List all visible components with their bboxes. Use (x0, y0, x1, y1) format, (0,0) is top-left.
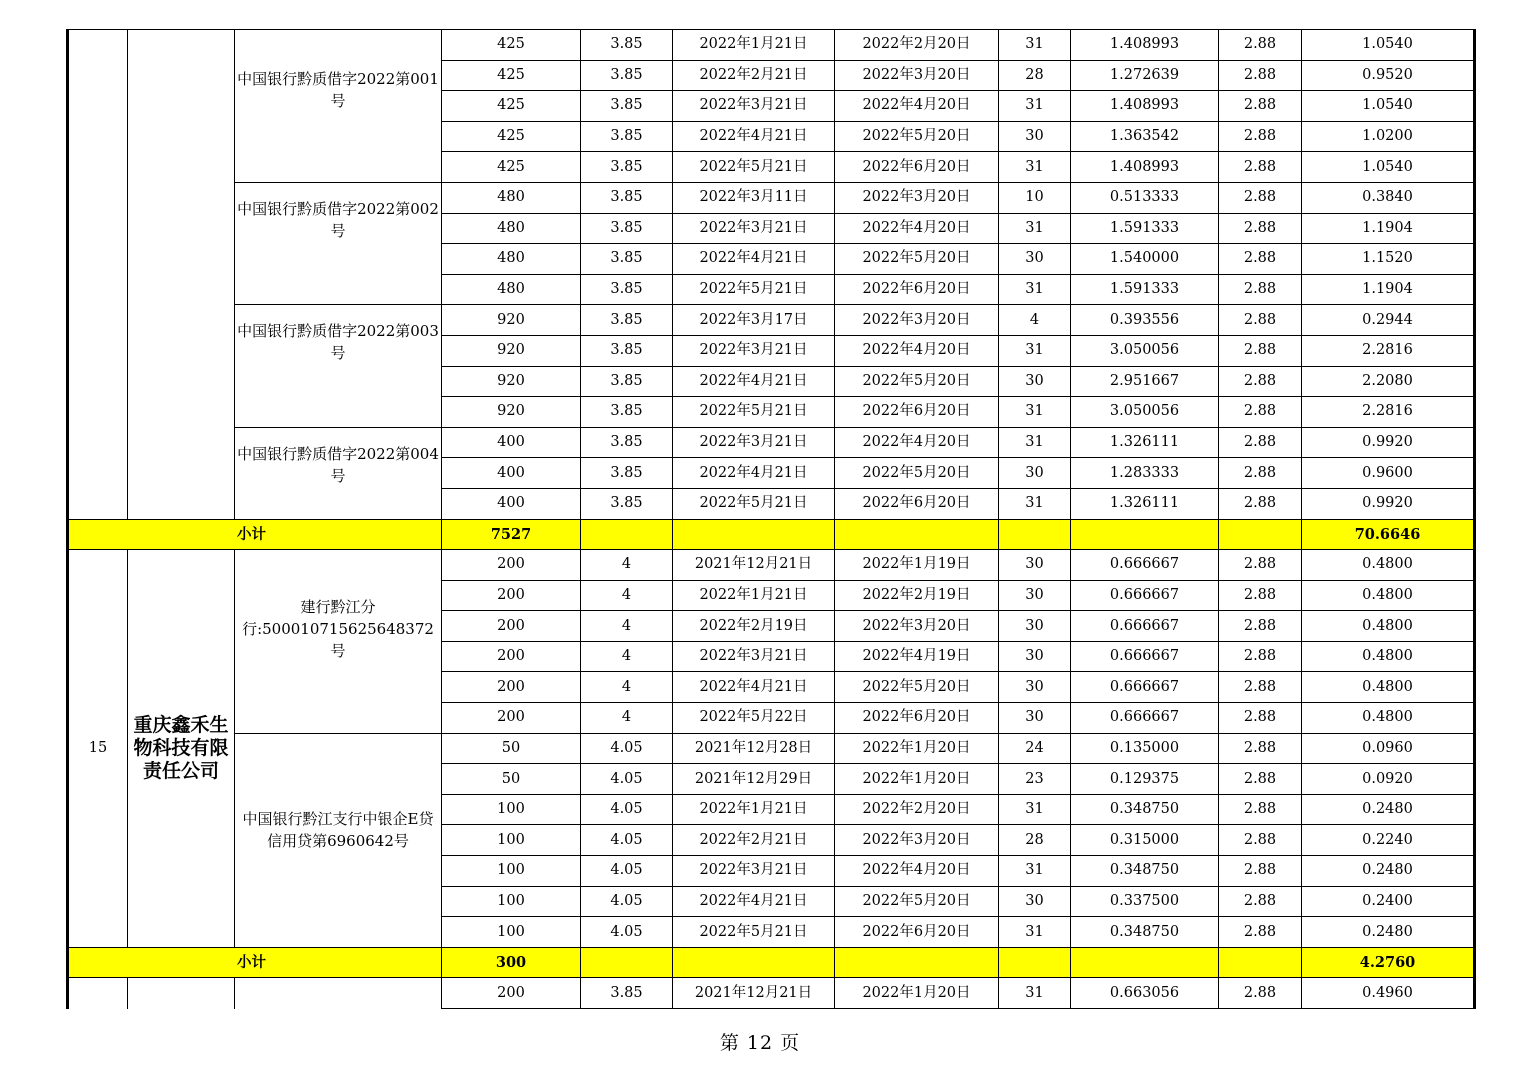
interest-rate-cell: 3.85 (581, 366, 673, 397)
start-date-cell: 2022年3月21日 (673, 91, 835, 122)
days-cell: 31 (999, 30, 1071, 61)
interest-cell: 1.326111 (1071, 488, 1219, 519)
subsidy-cell: 0.2480 (1302, 917, 1475, 948)
subsidy-rate-cell: 2.88 (1219, 611, 1302, 642)
start-date-cell: 2022年3月17日 (673, 305, 835, 336)
start-date-cell: 2022年5月21日 (673, 152, 835, 183)
loan-amount-cell: 920 (442, 366, 581, 397)
index-cell: 15 (68, 550, 128, 948)
loan-amount-cell: 920 (442, 335, 581, 366)
days-cell: 30 (999, 641, 1071, 672)
interest-rate-cell: 4 (581, 641, 673, 672)
subsidy-rate-cell: 2.88 (1219, 182, 1302, 213)
subsidy-cell: 0.2944 (1302, 305, 1475, 336)
days-cell: 28 (999, 825, 1071, 856)
loan-amount-cell: 480 (442, 213, 581, 244)
interest-cell: 1.591333 (1071, 213, 1219, 244)
end-date-cell: 2022年5月20日 (835, 244, 999, 275)
subsidy-rate-cell: 2.88 (1219, 397, 1302, 428)
loan-amount-cell: 50 (442, 764, 581, 795)
subsidy-rate-cell: 2.88 (1219, 152, 1302, 183)
end-date-cell: 2022年6月20日 (835, 152, 999, 183)
end-date-cell: 2022年1月20日 (835, 764, 999, 795)
interest-rate-cell: 4 (581, 703, 673, 734)
subsidy-rate-cell: 2.88 (1219, 60, 1302, 91)
end-date-cell: 2022年1月20日 (835, 733, 999, 764)
days-cell: 30 (999, 886, 1071, 917)
interest-rate-cell: 3.85 (581, 427, 673, 458)
loan-amount-cell: 200 (442, 641, 581, 672)
end-date-cell: 2022年4月20日 (835, 856, 999, 887)
loan-amount-cell: 425 (442, 152, 581, 183)
loan-amount-cell: 425 (442, 121, 581, 152)
subsidy-rate-cell: 2.88 (1219, 672, 1302, 703)
interest-rate-cell: 4.05 (581, 825, 673, 856)
interest-rate-cell: 3.85 (581, 978, 673, 1009)
subtotal-amount: 7527 (442, 519, 581, 550)
start-date-cell: 2022年1月21日 (673, 30, 835, 61)
subsidy-cell: 0.9920 (1302, 488, 1475, 519)
subsidy-cell: 2.2816 (1302, 397, 1475, 428)
days-cell: 31 (999, 397, 1071, 428)
start-date-cell: 2021年12月29日 (673, 764, 835, 795)
end-date-cell: 2022年4月20日 (835, 91, 999, 122)
start-date-cell: 2022年1月21日 (673, 580, 835, 611)
empty-cell (1071, 947, 1219, 978)
end-date-cell: 2022年2月20日 (835, 794, 999, 825)
days-cell: 30 (999, 121, 1071, 152)
start-date-cell: 2022年4月21日 (673, 672, 835, 703)
interest-subsidy-table (66, 29, 1476, 1009)
interest-rate-cell: 3.85 (581, 213, 673, 244)
subsidy-rate-cell: 2.88 (1219, 121, 1302, 152)
subsidy-cell: 0.2480 (1302, 856, 1475, 887)
subsidy-rate-cell: 2.88 (1219, 580, 1302, 611)
end-date-cell: 2022年3月20日 (835, 825, 999, 856)
subsidy-cell: 0.4800 (1302, 580, 1475, 611)
subsidy-rate-cell: 2.88 (1219, 213, 1302, 244)
end-date-cell: 2022年5月20日 (835, 672, 999, 703)
loan-contract-cell: 中国银行黔江支行中银企E贷信用贷第6960642号 (235, 733, 442, 947)
subsidy-cell: 0.4960 (1302, 978, 1475, 1009)
subsidy-rate-cell: 2.88 (1219, 794, 1302, 825)
end-date-cell: 2022年5月20日 (835, 458, 999, 489)
company-cell (128, 30, 235, 520)
empty-cell (581, 947, 673, 978)
interest-cell: 0.393556 (1071, 305, 1219, 336)
subsidy-rate-cell: 2.88 (1219, 366, 1302, 397)
interest-rate-cell: 3.85 (581, 305, 673, 336)
end-date-cell: 2022年4月20日 (835, 213, 999, 244)
start-date-cell: 2022年1月21日 (673, 794, 835, 825)
subsidy-cell: 1.1904 (1302, 274, 1475, 305)
interest-cell: 0.666667 (1071, 703, 1219, 734)
end-date-cell: 2022年2月19日 (835, 580, 999, 611)
interest-cell: 3.050056 (1071, 335, 1219, 366)
days-cell: 31 (999, 856, 1071, 887)
subsidy-rate-cell: 2.88 (1219, 91, 1302, 122)
subsidy-rate-cell: 2.88 (1219, 917, 1302, 948)
subsidy-cell: 2.2816 (1302, 335, 1475, 366)
subsidy-rate-cell: 2.88 (1219, 244, 1302, 275)
subsidy-cell: 0.9600 (1302, 458, 1475, 489)
subsidy-cell: 0.9520 (1302, 60, 1475, 91)
days-cell: 31 (999, 794, 1071, 825)
page-number: 第 12 页 (719, 1032, 801, 1054)
interest-cell: 0.513333 (1071, 182, 1219, 213)
interest-cell: 0.337500 (1071, 886, 1219, 917)
days-cell: 4 (999, 305, 1071, 336)
interest-rate-cell: 4.05 (581, 917, 673, 948)
loan-amount-cell: 100 (442, 886, 581, 917)
end-date-cell: 2022年6月20日 (835, 397, 999, 428)
subtotal-row (68, 519, 1475, 550)
interest-rate-cell: 3.85 (581, 30, 673, 61)
loan-amount-cell: 920 (442, 305, 581, 336)
interest-rate-cell: 3.85 (581, 121, 673, 152)
loan-amount-cell: 100 (442, 917, 581, 948)
start-date-cell: 2022年5月21日 (673, 397, 835, 428)
loan-amount-cell: 200 (442, 580, 581, 611)
subsidy-rate-cell: 2.88 (1219, 825, 1302, 856)
start-date-cell: 2021年12月21日 (673, 550, 835, 581)
end-date-cell: 2022年3月20日 (835, 182, 999, 213)
start-date-cell: 2022年5月22日 (673, 703, 835, 734)
start-date-cell: 2022年5月21日 (673, 274, 835, 305)
interest-cell: 0.348750 (1071, 856, 1219, 887)
interest-cell: 0.315000 (1071, 825, 1219, 856)
interest-cell: 1.408993 (1071, 30, 1219, 61)
start-date-cell: 2022年2月21日 (673, 60, 835, 91)
end-date-cell: 2022年5月20日 (835, 366, 999, 397)
subsidy-cell: 0.4800 (1302, 611, 1475, 642)
interest-rate-cell: 3.85 (581, 244, 673, 275)
company-name-cell: 重庆鑫禾生物科技有限责任公司 (128, 550, 235, 948)
end-date-cell: 2022年2月20日 (835, 30, 999, 61)
interest-rate-cell: 3.85 (581, 397, 673, 428)
subsidy-rate-cell: 2.88 (1219, 641, 1302, 672)
end-date-cell: 2022年3月20日 (835, 611, 999, 642)
days-cell: 30 (999, 672, 1071, 703)
start-date-cell: 2022年4月21日 (673, 121, 835, 152)
start-date-cell: 2022年4月21日 (673, 458, 835, 489)
loan-amount-cell: 480 (442, 182, 581, 213)
interest-cell: 0.135000 (1071, 733, 1219, 764)
subsidy-cell: 0.0960 (1302, 733, 1475, 764)
days-cell: 10 (999, 182, 1071, 213)
interest-cell: 1.540000 (1071, 244, 1219, 275)
interest-cell: 0.666667 (1071, 611, 1219, 642)
end-date-cell: 2022年4月20日 (835, 427, 999, 458)
start-date-cell: 2022年3月21日 (673, 335, 835, 366)
subtotal-label: 小计 (68, 947, 442, 978)
loan-amount-cell: 400 (442, 427, 581, 458)
days-cell: 31 (999, 91, 1071, 122)
subsidy-rate-cell: 2.88 (1219, 427, 1302, 458)
interest-rate-cell: 4.05 (581, 794, 673, 825)
interest-rate-cell: 3.85 (581, 488, 673, 519)
days-cell: 31 (999, 335, 1071, 366)
loan-amount-cell: 400 (442, 488, 581, 519)
interest-cell: 0.666667 (1071, 641, 1219, 672)
subsidy-rate-cell: 2.88 (1219, 978, 1302, 1009)
interest-cell: 0.666667 (1071, 550, 1219, 581)
subtotal-total: 4.2760 (1302, 947, 1475, 978)
end-date-cell: 2022年1月19日 (835, 550, 999, 581)
end-date-cell: 2022年6月20日 (835, 917, 999, 948)
interest-rate-cell: 4 (581, 672, 673, 703)
loan-amount-cell: 425 (442, 91, 581, 122)
subsidy-rate-cell: 2.88 (1219, 733, 1302, 764)
subsidy-cell: 1.0540 (1302, 91, 1475, 122)
subsidy-rate-cell: 2.88 (1219, 305, 1302, 336)
days-cell: 24 (999, 733, 1071, 764)
interest-rate-cell: 4.05 (581, 856, 673, 887)
interest-cell: 1.283333 (1071, 458, 1219, 489)
subtotal-label: 小计 (68, 519, 442, 550)
interest-cell: 1.591333 (1071, 274, 1219, 305)
empty-cell (581, 519, 673, 550)
days-cell: 30 (999, 703, 1071, 734)
interest-cell: 3.050056 (1071, 397, 1219, 428)
subsidy-rate-cell: 2.88 (1219, 886, 1302, 917)
start-date-cell: 2022年4月21日 (673, 366, 835, 397)
table-row (68, 182, 1475, 213)
empty-cell (673, 519, 835, 550)
interest-cell: 1.326111 (1071, 427, 1219, 458)
interest-cell: 0.663056 (1071, 978, 1219, 1009)
subsidy-rate-cell: 2.88 (1219, 550, 1302, 581)
subsidy-cell: 1.0540 (1302, 30, 1475, 61)
interest-cell: 1.408993 (1071, 152, 1219, 183)
interest-rate-cell: 3.85 (581, 182, 673, 213)
table-row (68, 427, 1475, 458)
subsidy-cell: 0.2400 (1302, 886, 1475, 917)
empty-cell (835, 519, 999, 550)
subsidy-cell: 0.3840 (1302, 182, 1475, 213)
days-cell: 31 (999, 427, 1071, 458)
end-date-cell: 2022年5月20日 (835, 886, 999, 917)
days-cell: 30 (999, 550, 1071, 581)
index-cell (68, 30, 128, 520)
days-cell: 31 (999, 213, 1071, 244)
start-date-cell: 2022年3月21日 (673, 427, 835, 458)
subsidy-rate-cell: 2.88 (1219, 764, 1302, 795)
subsidy-rate-cell: 2.88 (1219, 458, 1302, 489)
interest-rate-cell: 3.85 (581, 458, 673, 489)
subtotal-total: 70.6646 (1302, 519, 1475, 550)
empty-cell (1219, 947, 1302, 978)
subsidy-cell: 0.0920 (1302, 764, 1475, 795)
days-cell: 31 (999, 917, 1071, 948)
days-cell: 31 (999, 152, 1071, 183)
end-date-cell: 2022年3月20日 (835, 305, 999, 336)
days-cell: 30 (999, 366, 1071, 397)
loan-contract-cell: 中国银行黔质借字2022第003号 (235, 305, 442, 427)
interest-cell: 1.408993 (1071, 91, 1219, 122)
subsidy-cell: 1.1904 (1302, 213, 1475, 244)
start-date-cell: 2021年12月21日 (673, 978, 835, 1009)
empty-cell (1219, 519, 1302, 550)
subsidy-cell: 0.2240 (1302, 825, 1475, 856)
days-cell: 23 (999, 764, 1071, 795)
subtotal-amount: 300 (442, 947, 581, 978)
subsidy-cell: 0.4800 (1302, 550, 1475, 581)
subsidy-cell: 0.2480 (1302, 794, 1475, 825)
interest-rate-cell: 4.05 (581, 733, 673, 764)
start-date-cell: 2022年2月19日 (673, 611, 835, 642)
empty-cell (999, 519, 1071, 550)
subsidy-cell: 0.4800 (1302, 641, 1475, 672)
start-date-cell: 2022年3月11日 (673, 182, 835, 213)
loan-contract-cell: 中国银行黔质借字2022第002号 (235, 182, 442, 304)
loan-amount-cell: 200 (442, 550, 581, 581)
end-date-cell: 2022年6月20日 (835, 703, 999, 734)
days-cell: 30 (999, 611, 1071, 642)
start-date-cell: 2022年5月21日 (673, 917, 835, 948)
subsidy-cell: 1.1520 (1302, 244, 1475, 275)
interest-rate-cell: 3.85 (581, 60, 673, 91)
interest-cell: 1.363542 (1071, 121, 1219, 152)
loan-amount-cell: 50 (442, 733, 581, 764)
loan-amount-cell: 425 (442, 30, 581, 61)
subsidy-cell: 1.0540 (1302, 152, 1475, 183)
empty-cell (835, 947, 999, 978)
interest-rate-cell: 4.05 (581, 886, 673, 917)
loan-amount-cell: 920 (442, 397, 581, 428)
start-date-cell: 2022年3月21日 (673, 856, 835, 887)
loan-amount-cell: 200 (442, 611, 581, 642)
empty-cell (1071, 519, 1219, 550)
loan-amount-cell: 100 (442, 794, 581, 825)
loan-amount-cell: 400 (442, 458, 581, 489)
end-date-cell: 2022年4月20日 (835, 335, 999, 366)
table-row (68, 550, 1475, 581)
days-cell: 30 (999, 458, 1071, 489)
loan-amount-cell: 200 (442, 672, 581, 703)
start-date-cell: 2021年12月28日 (673, 733, 835, 764)
days-cell: 30 (999, 244, 1071, 275)
subsidy-rate-cell: 2.88 (1219, 335, 1302, 366)
subsidy-rate-cell: 2.88 (1219, 30, 1302, 61)
interest-rate-cell: 4 (581, 611, 673, 642)
loan-amount-cell: 100 (442, 825, 581, 856)
interest-cell: 1.272639 (1071, 60, 1219, 91)
interest-rate-cell: 4 (581, 550, 673, 581)
loan-amount-cell: 480 (442, 244, 581, 275)
start-date-cell: 2022年3月21日 (673, 213, 835, 244)
loan-amount-cell: 200 (442, 703, 581, 734)
end-date-cell: 2022年3月20日 (835, 60, 999, 91)
interest-cell: 2.951667 (1071, 366, 1219, 397)
subsidy-cell: 0.9920 (1302, 427, 1475, 458)
loan-amount-cell: 200 (442, 978, 581, 1009)
index-cell (68, 978, 128, 1009)
interest-rate-cell: 4.05 (581, 764, 673, 795)
interest-cell: 0.129375 (1071, 764, 1219, 795)
interest-rate-cell: 3.85 (581, 274, 673, 305)
interest-rate-cell: 4 (581, 580, 673, 611)
interest-cell: 0.348750 (1071, 917, 1219, 948)
subsidy-rate-cell: 2.88 (1219, 488, 1302, 519)
end-date-cell: 2022年6月20日 (835, 274, 999, 305)
subsidy-cell: 0.4800 (1302, 672, 1475, 703)
loan-amount-cell: 100 (442, 856, 581, 887)
subsidy-cell: 0.4800 (1302, 703, 1475, 734)
days-cell: 31 (999, 274, 1071, 305)
interest-rate-cell: 3.85 (581, 152, 673, 183)
end-date-cell: 2022年6月20日 (835, 488, 999, 519)
subsidy-cell: 2.2080 (1302, 366, 1475, 397)
end-date-cell: 2022年1月20日 (835, 978, 999, 1009)
loan-contract-cell (235, 978, 442, 1009)
start-date-cell: 2022年5月21日 (673, 488, 835, 519)
interest-cell: 0.666667 (1071, 580, 1219, 611)
subsidy-rate-cell: 2.88 (1219, 703, 1302, 734)
loan-contract-cell: 中国银行黔质借字2022第004号 (235, 427, 442, 519)
start-date-cell: 2022年2月21日 (673, 825, 835, 856)
subsidy-rate-cell: 2.88 (1219, 274, 1302, 305)
days-cell: 31 (999, 488, 1071, 519)
company-cell (128, 978, 235, 1009)
table-row (68, 30, 1475, 61)
loan-amount-cell: 480 (442, 274, 581, 305)
subsidy-rate-cell: 2.88 (1219, 856, 1302, 887)
loan-contract-cell: 中国银行黔质借字2022第001号 (235, 30, 442, 183)
days-cell: 30 (999, 580, 1071, 611)
start-date-cell: 2022年4月21日 (673, 244, 835, 275)
interest-cell: 0.666667 (1071, 672, 1219, 703)
interest-rate-cell: 3.85 (581, 335, 673, 366)
interest-cell: 0.348750 (1071, 794, 1219, 825)
end-date-cell: 2022年5月20日 (835, 121, 999, 152)
interest-rate-cell: 3.85 (581, 91, 673, 122)
table-row (68, 978, 1475, 1009)
days-cell: 28 (999, 60, 1071, 91)
subtotal-row (68, 947, 1475, 978)
loan-contract-cell: 建行黔江分行:500010715625648372号 (235, 550, 442, 734)
table-row (68, 305, 1475, 336)
subsidy-cell: 1.0200 (1302, 121, 1475, 152)
loan-amount-cell: 425 (442, 60, 581, 91)
end-date-cell: 2022年4月19日 (835, 641, 999, 672)
empty-cell (999, 947, 1071, 978)
empty-cell (673, 947, 835, 978)
table-row (68, 733, 1475, 764)
start-date-cell: 2022年4月21日 (673, 886, 835, 917)
days-cell: 31 (999, 978, 1071, 1009)
start-date-cell: 2022年3月21日 (673, 641, 835, 672)
